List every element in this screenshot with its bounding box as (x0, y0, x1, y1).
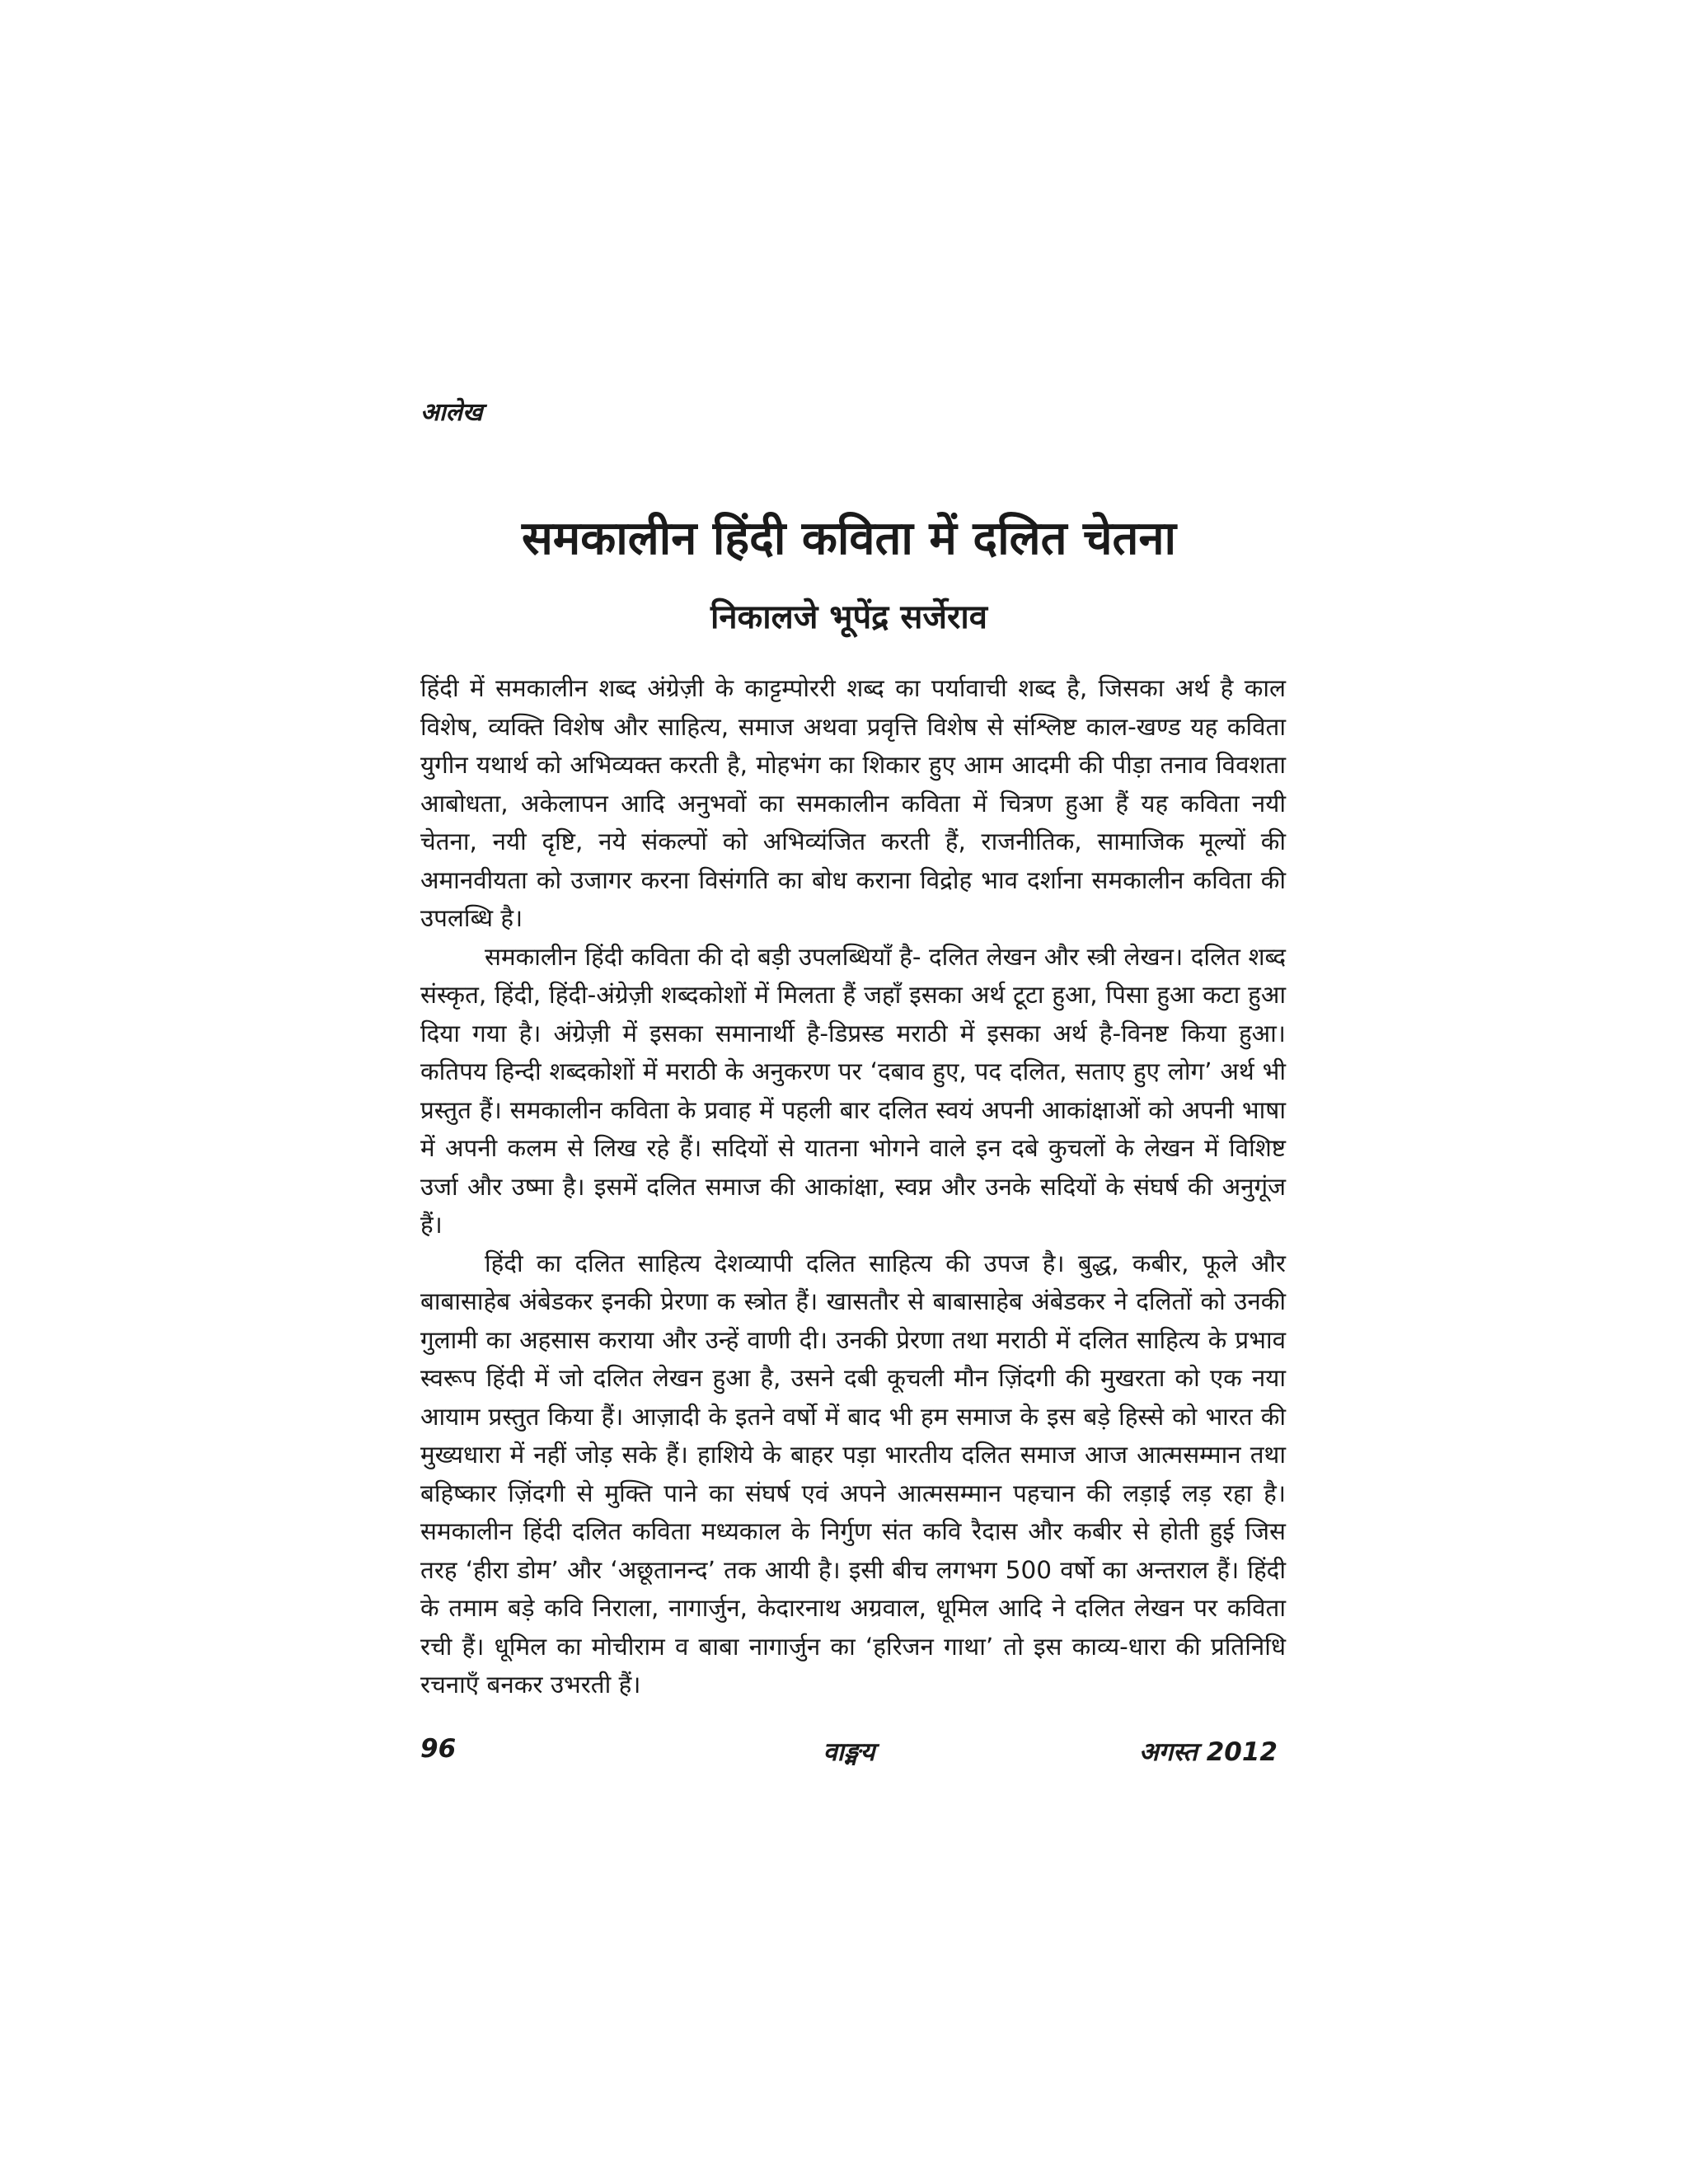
journal-name: वाङ्मय (823, 1737, 875, 1767)
paragraph-1: हिंदी में समकालीन शब्द अंग्रेज़ी के काट्टम्पोररी शब्द का पर्यावाची शब्द है, जिसका अर्थ है काल विशेष, व्यक्ति विशेष और साहित्य, समाज अथवा प्रवृत्ति विशेष से संश्लिष्ट काल-खण्ड यह कविता युगीन यथार्थ को अभिव्यक्त करती है, मोहभंग का शिकार हुए आम आदमी की पीड़ा तनाव विवशता आबोधता, अकेलापन आदि अनुभवों का समकालीन कविता में चित्रण हुआ हैं यह कविता नयी चेतना, नयी दृष्टि, नये संकल्पों को अभिव्यंजित करती हैं, राजनीतिक, सामाजिक मूल्यों की अमानवीयता को उजागर करना विसंगति का बोध कराना विद्रोह भाव दर्शाना समकालीन कविता की उपलब्धि है। (420, 674, 1286, 932)
article-body (420, 669, 1286, 1704)
issue-date: अगस्त 2012 (1139, 1737, 1278, 1767)
page-number: 96 (420, 1734, 457, 1764)
page-footer (420, 1734, 1278, 1774)
paragraph-3: हिंदी का दलित साहित्य देशव्यापी दलित साहित्य की उपज है। बुद्ध, कबीर, फूले और बाबासाहेब अंबेडकर इनकी प्रेरणा क स्त्रोत हैं। खासतौर से बाबासाहेब अंबेडकर ने दलितों को उनकी गुलामी का अहसास कराया और उन्हें वाणी दी। उनकी प्रेरणा तथा मराठी में दलित साहित्य के प्रभाव स्वरूप हिंदी में जो दलित लेखन हुआ है, उसने दबी कूचली मौन ज़िंदगी की मुखरता को एक नया आयाम प्रस्तुत किया हैं। आज़ादी के इतने वर्षो में बाद भी हम समाज के इस बड़े हिस्से को भारत की मुख्यधारा में नहीं जोड़ सके हैं। हाशिये के बाहर पड़ा भारतीय दलित समाज आज आत्मसम्मान तथा बहिष्कार ज़िंदगी से मुक्ति पाने का संघर्ष एवं अपने आत्मसम्मान पहचान की लड़ाई लड़ रहा है। समकालीन हिंदी दलित कविता मध्यकाल के निर्गुण संत कवि रैदास और कबीर से होती हुई जिस तरह ‘हीरा डोम’ और ‘अछूतानन्द’ तक आयी है। इसी बीच लगभग 500 वर्षो का अन्तराल हैं। हिंदी के तमाम बड़े कवि निराला, नागार्जुन, केदारनाथ अग्रवाल, धूमिल आदि ने दलित लेखन पर कविता रची हैं। धूमिल का मोचीराम व बाबा नागार्जुन का ‘हरिजन गाथा’ तो इस काव्य-धारा की प्रतिनिधि रचनाएँ बनकर उभरती हैं। (420, 1249, 1287, 1699)
article-author: निकालजे भूपेंद्र सर्जेराव (710, 598, 988, 636)
article-title: समकालीन हिंदी कविता में दलित चेतना (521, 512, 1177, 565)
paragraph-2: समकालीन हिंदी कविता की दो बड़ी उपलब्धियाँ है- दलित लेखन और स्त्री लेखन। दलित शब्द संस्कृत, हिंदी, हिंदी-अंग्रेज़ी शब्दकोशों में मिलता हैं जहाँ इसका अर्थ टूटा हुआ, पिसा हुआ कटा हुआ दिया गया है। अंग्रेज़ी में इसका समानार्थी है-डिप्रस्ड मराठी में इसका अर्थ है-विनष्ट किया हुआ। कतिपय हिन्दी शब्दकोशों में मराठी के अनुकरण पर ‘दबाव हुए, पद दलित, सताए हुए लोग’ अर्थ भी प्रस्तुत हैं। समकालीन कविता के प्रवाह में पहली बार दलित स्वयं अपनी आकांक्षाओं को अपनी भाषा में अपनी कलम से लिख रहे हैं। सदियों से यातना भोगने वाले इन दबे कुचलों के लेखन में विशिष्ट उर्जा और उष्मा है। इसमें दलित समाज की आकांक्षा, स्वप्न और उनके सदियों के संघर्ष की अनुगूंज हैं। (420, 942, 1286, 1239)
section-label: आलेख (420, 398, 483, 427)
